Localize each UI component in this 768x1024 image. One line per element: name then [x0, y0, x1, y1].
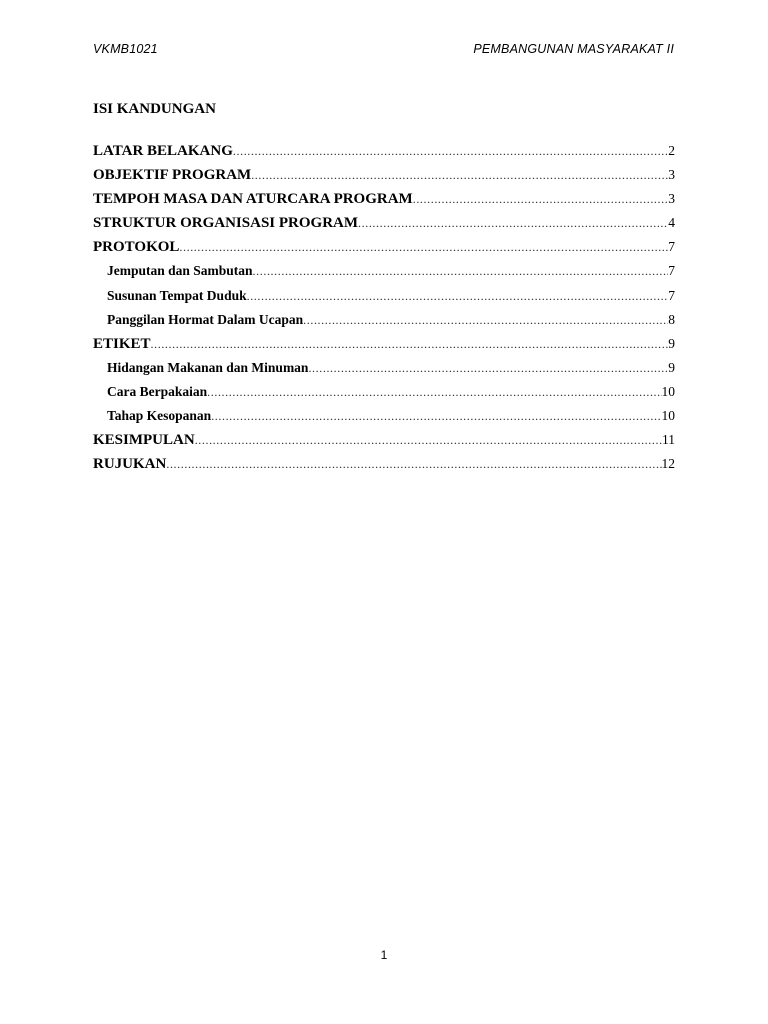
toc-heading: ISI KANDUNGAN: [93, 101, 216, 117]
toc-entry-page: 8: [668, 311, 675, 327]
toc-entry-title: OBJEKTIF PROGRAM: [93, 167, 252, 184]
toc-entry[interactable]: [93, 288, 675, 312]
toc-entry-page: 10: [661, 383, 675, 399]
toc-list: [93, 143, 675, 480]
toc-entry-title: Jemputan dan Sambutan: [107, 263, 253, 279]
toc-entry[interactable]: [93, 408, 675, 432]
toc-entry[interactable]: [93, 456, 675, 480]
toc-dot-leader: [251, 168, 668, 183]
toc-entry-title: Hidangan Makanan dan Minuman: [107, 359, 309, 375]
toc-entry-page: 3: [668, 191, 675, 207]
toc-entry[interactable]: [93, 191, 675, 215]
toc-entry[interactable]: [93, 312, 675, 336]
toc-dot-leader: [179, 240, 668, 255]
header-course-code: VKMB1021: [93, 42, 158, 56]
header-course-title: PEMBANGUNAN MASYARAKAT II: [473, 42, 674, 56]
toc-entry-page: 3: [668, 167, 675, 183]
toc-entry[interactable]: [93, 215, 675, 239]
toc-entry-title: PROTOKOL: [93, 239, 180, 256]
toc-entry-page: 10: [661, 408, 675, 424]
toc-dot-leader: [195, 433, 662, 448]
toc-dot-leader: [166, 457, 661, 472]
toc-entry-title: TEMPOH MASA DAN ATURCARA PROGRAM: [93, 191, 413, 208]
toc-entry-page: 7: [668, 239, 675, 255]
toc-dot-leader: [308, 361, 668, 376]
toc-entry-page: 2: [668, 143, 675, 158]
toc-dot-leader: [303, 313, 668, 328]
toc-entry-title: Panggilan Hormat Dalam Ucapan: [107, 311, 304, 327]
toc-entry[interactable]: [93, 360, 675, 384]
toc-entry-page: 11: [662, 432, 675, 448]
toc-entry-page: 12: [661, 456, 675, 472]
toc-dot-leader: [253, 264, 669, 279]
toc-entry-page: 9: [668, 359, 675, 375]
toc-dot-leader: [233, 144, 668, 159]
toc-dot-leader: [151, 337, 669, 352]
toc-dot-leader: [358, 216, 668, 231]
toc-entry-page: 7: [668, 263, 675, 279]
page-number: 1: [380, 948, 388, 962]
toc-entry[interactable]: [93, 432, 675, 456]
toc-entry[interactable]: [93, 143, 675, 167]
toc-entry-title: Susunan Tempat Duduk: [107, 287, 247, 303]
toc-entry[interactable]: [93, 167, 675, 191]
toc-entry-title: Cara Berpakaian: [107, 383, 208, 399]
toc-entry[interactable]: [93, 239, 675, 263]
toc-entry-page: 9: [668, 335, 675, 351]
toc-entry-title: RUJUKAN: [93, 456, 167, 473]
toc-entry[interactable]: [93, 263, 675, 287]
toc-entry-title: LATAR BELAKANG: [93, 143, 233, 159]
toc-entry-page: 7: [668, 287, 675, 303]
toc-entry-title: Tahap Kesopanan: [107, 408, 212, 424]
toc-entry-page: 4: [668, 215, 675, 231]
toc-dot-leader: [211, 409, 661, 424]
toc-dot-leader: [247, 289, 669, 304]
toc-entry-title: STRUKTUR ORGANISASI PROGRAM: [93, 215, 359, 232]
toc-entry[interactable]: [93, 336, 675, 360]
toc-dot-leader: [413, 192, 669, 207]
toc-entry-title: KESIMPULAN: [93, 432, 195, 449]
toc-dot-leader: [207, 385, 661, 400]
toc-entry[interactable]: [93, 384, 675, 408]
toc-entry-title: ETIKET: [93, 335, 151, 352]
